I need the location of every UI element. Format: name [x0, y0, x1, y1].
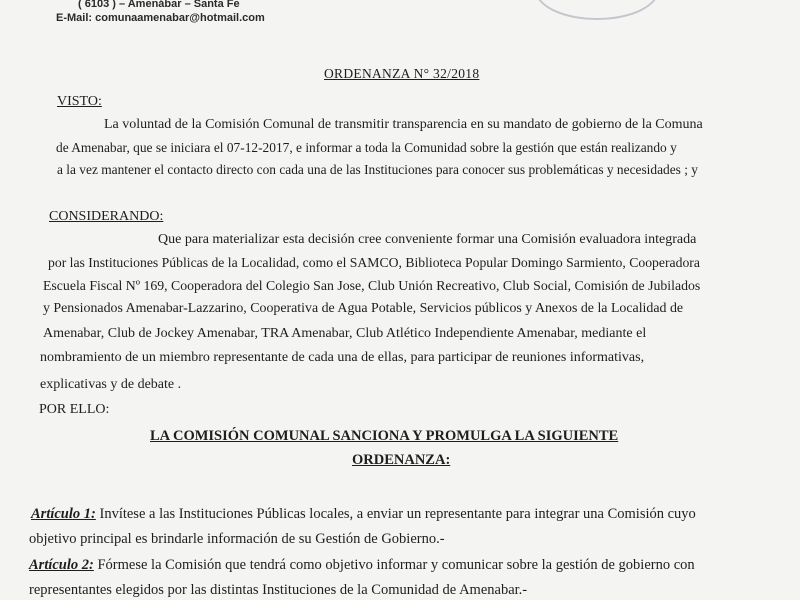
considerando-line-6: nombramiento de un miembro representante de cada una de ellas, para participar de reuniones informativas, — [40, 350, 645, 365]
article-2-continuation: representantes elegidos por las distintas Instituciones de la Comunidad de Amenabar.- — [29, 582, 528, 598]
letterhead-address: ( 6103 ) – Amenábar – Santa Fe — [78, 0, 240, 10]
considerando-line-4: y Pensionados Amenabar-Lazzarino, Cooperativa de Agua Potable, Servicios públicos y Anexos de la Localidad de — [43, 301, 684, 316]
considerando-line-7: explicativas y de debate . — [40, 377, 182, 392]
article-1-continuation: objetivo principal es brindarle información de su Gestión de Gobierno.- — [29, 531, 445, 547]
article-1 — [31, 506, 696, 522]
visto-line-2: de Amenabar, que se iniciara el 07-12-2017, e informar a toda la Comunidad sobre la gestión que están realizando y — [56, 140, 677, 155]
sanciona-heading: LA COMISIÓN COMUNAL SANCIONA Y PROMULGA LA SIGUIENTE — [150, 428, 619, 444]
article-1-text: Invítese a las Instituciones Públicas locales, a enviar un representante para integrar una Comisión cuyo — [95, 506, 696, 522]
article-2 — [29, 557, 695, 573]
por-ello-label: POR ELLO: — [39, 402, 110, 417]
visto-heading: VISTO: — [57, 94, 102, 109]
article-1-label: Artículo 1: — [31, 506, 96, 522]
ordinance-title: ORDENANZA N° 32/2018 — [324, 66, 480, 81]
letterhead-email: E-Mail: comunaamenabar@hotmail.com — [56, 12, 265, 24]
considerando-line-5: Amenabar, Club de Jockey Amenabar, TRA Amenabar, Club Atlético Independiente Amenabar, mediante el — [43, 326, 647, 341]
considerando-line-1: Que para materializar esta decisión cree conveniente formar una Comisión evaluadora integrada — [158, 232, 697, 247]
considerando-line-3: Escuela Fiscal Nº 169, Cooperadora del Colegio San Jose, Club Unión Recreativo, Club Social, Comisión de Jubilados — [43, 278, 701, 293]
seal-stamp-icon — [535, 0, 659, 20]
article-2-label: Artículo 2: — [29, 557, 94, 573]
visto-line-3: a la vez mantener el contacto directo con cada una de las Instituciones para conocer sus problemáticas y necesidades ; y — [57, 162, 698, 177]
sanciona-subheading: ORDENANZA: — [352, 452, 451, 468]
letterhead — [56, 0, 265, 25]
visto-line-1: La voluntad de la Comisión Comunal de transmitir transparencia en su mandato de gobierno de la Comuna — [104, 117, 703, 132]
article-2-text: Fórmese la Comisión que tendrá como objetivo informar y comunicar sobre la gestión de gobierno con — [93, 557, 695, 573]
considerando-line-2: por las Instituciones Públicas de la Localidad, como el SAMCO, Biblioteca Popular Domingo Sarmiento, Cooperadora — [48, 255, 700, 270]
considerando-heading: CONSIDERANDO: — [49, 209, 164, 224]
